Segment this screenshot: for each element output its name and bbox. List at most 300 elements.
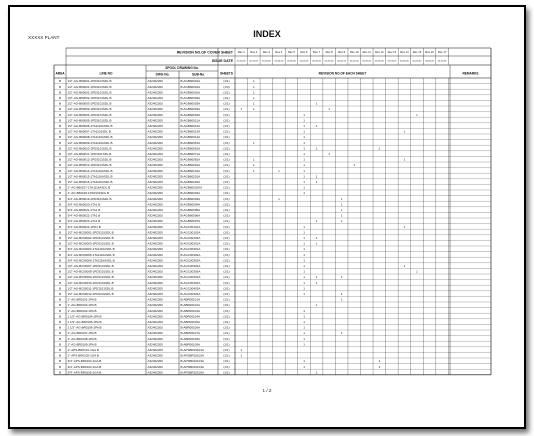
cell-sheets: (1/1) [223,202,230,207]
cell-dwg-no: A32402200 [147,236,163,240]
cell-sheets: (1/1) [223,303,230,308]
cell-revision-mark: 1 [303,292,305,296]
cell-revision-mark: 1 [303,359,305,364]
cell-sheets: (1/1) [223,370,230,375]
cell-sub-no: B-AGB60201A [180,174,201,179]
cell-sub-no: B-AGB60002A [180,96,201,100]
cell-area: B [58,152,62,156]
cell-revision-mark: 1 [303,308,305,313]
cell-revision-mark: 1 [303,325,305,330]
cell-line-no: 3/4"-APS-BR0103-1GA B [67,359,102,364]
cell-sheets: (1/1) [223,135,230,140]
cell-sheets: (1/1) [223,230,230,235]
cell-sub-no: B-AGB60003A [180,107,201,112]
cell-area: B [58,258,62,263]
cell-sub-no: B-AGB60001A [180,79,201,84]
cell-sheets: (1/1) [223,163,230,168]
cell-sheets: (1/1) [223,241,230,246]
cell-area: B [58,353,62,358]
revision-cover-label: REVISION NO.OF COVER SHEET [176,50,233,55]
cell-sub-no: B-AGB60007A [180,219,201,224]
cell-sub-no: B-AGB60051A [180,140,201,145]
cell-area: B [58,101,62,106]
issue-date-value: 00-00-00 [312,60,321,63]
cell-revision-mark: 1 [303,280,305,285]
cell-revision-mark: 1 [252,157,255,162]
cell-sheets: (1/1) [223,353,230,358]
cell-sheets: (1/1) [223,180,230,184]
revision-label: Rev 16 [425,51,434,55]
cell-area: B [58,308,62,313]
cell-revision-mark: 1 [303,118,305,123]
cell-area: B [58,286,62,291]
cell-area: B [58,208,62,212]
cell-revision-mark: 1 [252,84,255,89]
cell-line-no: 1/2"-AG-B60004-1PD3101SDL B [67,112,112,117]
cell-dwg-no: A32402200 [147,84,163,89]
cell-revision-mark: 1 [340,331,343,336]
cell-area: B [58,230,62,235]
cell-area: B [58,325,62,330]
cell-revision-mark: 1 [303,112,305,117]
cell-revision-mark: 1 [315,219,318,224]
cell-area: B [58,180,62,184]
cell-line-no: 1"-AG-B60018-1PD3101SDL B [67,191,109,196]
cell-sheets: (1/1) [223,191,230,196]
issue-date-value: 00-00-00 [249,60,259,63]
cell-line-no: 1/2"-AG-B60015-1TA1116ASDL B [67,174,113,179]
cell-line-no: 1 1/2"-AG-BR0106-1PA B [67,325,102,330]
cell-line-no: 1/2"-AG-B60016-1TA1116ASDL B [67,180,113,184]
issue-date-value: 00-00-00 [400,60,409,63]
cell-sub-no: B-ABR00101A [180,297,201,302]
cell-revision-mark: 1 [340,292,343,296]
cell-revision-mark: 1 [315,101,318,106]
cell-sub-no: B-ABR00109A [180,342,201,347]
cell-area: B [58,157,62,162]
cell-line-no: 1"-AG-BR0109-1PA B [67,342,97,347]
cell-revision-mark: 1 [303,247,305,252]
issue-date-value: 00-00-00 [437,60,447,63]
cell-line-no: 3/4"-AG-B60019-1PD3101SDL B [67,196,112,201]
cell-line-no: 1"-AG-BR0107-1PA B [67,331,97,336]
cell-sub-no: B-APSBR10105A [180,370,205,375]
cell-line-no: 3/4"-AG-BC00005-1TA1116ASDL B [67,252,115,257]
cell-sheets: (1/1) [223,168,230,173]
column-header-sheets: SHEETS [220,71,233,76]
cell-dwg-no: A32402200 [147,213,163,218]
cell-dwg-no: A32402200 [147,241,163,246]
cell-revision-mark: 1 [252,107,255,112]
cell-revision-mark: 1 [303,157,305,162]
cell-sub-no: B-AGB60004A [180,202,201,207]
cell-sub-no: B-APSBR10102A [180,353,205,358]
cell-sub-no: B-AGB60013A [180,129,201,134]
cell-revision-mark: 1 [303,236,305,240]
cell-revision-mark: 1 [315,303,318,308]
cell-line-no: 1/2"-AG-B60009-1TA1116ASDL B [67,140,113,145]
cell-revision-mark: 1 [303,124,305,128]
cell-line-no: 1/2"-AG-B60014-1TA1116ASDL B [67,168,113,173]
cell-sub-no: B-AGB60001A [180,84,201,89]
cell-line-no: 3/4"-AG-BC00006-1TA1116ASDL B [67,258,115,263]
cell-area: B [58,213,62,218]
cell-revision-mark: 1 [303,185,305,190]
cell-sub-no: B-AGB60061A [180,146,201,151]
cell-dwg-no: A32402200 [147,348,163,352]
cell-sub-no: B-AGC00403A [180,286,201,291]
cell-dwg-no: A32402200 [147,96,163,100]
cell-area: B [58,269,62,274]
cell-revision-mark: 1 [340,196,343,201]
cell-revision-mark: 1 [303,146,305,151]
cell-revision-mark: 1 [252,101,255,106]
cell-sub-no: B-AGB60091A [180,163,201,168]
cell-area: B [58,107,62,112]
cell-line-no: 1/2"-AG-B60001-1PD3101SDL B [67,84,112,89]
cell-area: B [58,348,62,352]
cell-revision-mark: 1 [303,152,305,156]
issue-date-value: 00-00-00 [425,60,434,63]
cell-line-no: 3/4"-AG-B60022-1TA1 B [67,213,101,218]
issue-date-value: 00-00-00 [337,60,347,63]
cell-revision-mark: 1 [303,168,305,173]
cell-line-no: 1/2"-AG-BC00010-1PD3101SDL B [67,280,114,285]
revision-label: Rev 17 [437,51,447,55]
cell-sub-no: B-AGB60202A [180,180,201,184]
cell-area: B [58,264,62,268]
revision-label: Rev 2 [250,51,258,55]
cell-revision-mark: 1 [315,124,318,128]
cell-sheets: (1/3) [223,84,230,89]
cell-line-no: 1/2"-AG-B60012-1PD3101SDL B [67,157,112,162]
cell-sub-no: B-ABR00102A [180,303,201,308]
cell-revision-mark: 1 [353,163,356,168]
cell-area: B [58,202,62,207]
cell-line-no: 1/2"-AG-BC00002-1PD3101SDL B [67,236,114,240]
cell-dwg-no: A32402200 [147,191,163,196]
revision-label: Rev 14 [400,51,409,55]
cell-revision-mark: 1 [340,275,343,280]
cell-line-no: 1"-APS-BR0101-1GA B [67,348,99,352]
cell-area: B [58,140,62,145]
issue-date-value: 00-00-00 [412,60,422,63]
cell-sub-no: B-AGB60101A [180,168,201,173]
cell-area: B [58,314,62,319]
cell-area: B [58,297,62,302]
cell-area: B [58,96,62,100]
cell-dwg-no: A32402200 [147,320,163,324]
cell-area: B [58,280,62,285]
cell-sheets: (1/1) [223,224,230,229]
cell-dwg-no: A32402200 [147,224,163,229]
cell-area: B [58,174,62,179]
cell-dwg-no: A32402200 [147,196,163,201]
cell-sub-no: B-AGB60006A [180,213,201,218]
cell-dwg-no: A32402200 [147,124,163,128]
cell-revision-mark: 1 [303,264,305,268]
cell-sheets: (1/1) [223,118,230,123]
cell-dwg-no: A32402200 [147,219,163,224]
cell-sheets: (1/1) [223,101,230,106]
cell-dwg-no: A32402200 [147,101,163,106]
cell-revision-mark: 1 [403,224,406,229]
cell-sheets: (1/1) [223,129,230,134]
cell-sheets: (1/1) [223,219,230,224]
cell-revision-mark: 1 [303,286,305,291]
cell-dwg-no: A32402200 [147,370,163,375]
cell-area: B [58,370,62,375]
cell-dwg-no: A32402200 [147,90,163,95]
cell-revision-mark: 1 [303,140,305,145]
cell-area: B [58,168,62,173]
cell-dwg-no: A32402200 [147,269,163,274]
cell-dwg-no: A32402200 [147,230,163,235]
cell-sheets: (1/1) [223,140,230,145]
cell-line-no: 3/4"-APS-BR0104-1GA B [67,364,102,369]
cell-line-no: 1/2"-AG-BC00011-1PD3101SDL B [67,286,114,291]
cell-dwg-no: A32402200 [147,185,163,190]
plant-name: XXXXX PLANT [28,35,60,40]
cell-revision-mark: 1 [328,152,330,156]
cell-revision-mark: 1 [252,90,255,95]
cell-dwg-no: A32402200 [147,342,163,347]
cell-dwg-no: A32402200 [147,146,163,151]
cell-line-no: 1"-AG-BR0102-1PA B [67,303,97,308]
cell-line-no: 1/2"-AG-B60005-1PD3101SDL B [67,118,112,123]
cell-line-no: 1"-APS-BR0102-1GA B [67,353,99,358]
revision-label: Rev 5 [287,51,295,55]
cell-dwg-no: A32402200 [147,359,163,364]
cell-line-no: 1/2"-AG-B60003-1PD3101SDL B [67,107,112,112]
cell-revision-mark: 1 [315,275,318,280]
cell-dwg-no: A32402200 [147,202,163,207]
issue-date-value: 00-00-00 [387,60,397,63]
cell-line-no: 3/4"-AG-BC00004-1TA1116ASDL B [67,247,115,252]
cell-sub-no: B-AGB60003A [180,196,201,201]
issue-date-value: 00-00-00 [236,60,246,63]
cell-revision-mark: 1 [303,191,305,196]
cell-sub-no: B-AGB60002A [180,191,201,196]
cell-dwg-no: A32402200 [147,129,163,134]
cell-line-no: 3/4"-AG-B60024-1PD1 B [67,224,101,229]
column-header-area: AREA [55,71,65,76]
revision-label: Rev 15 [412,51,422,55]
cell-area: B [58,124,62,128]
column-header-dwg-no: DWG No. [155,72,170,77]
cell-sub-no: B-APSBR10103A [180,359,205,364]
cell-sub-no: B-AGC00201A [180,241,201,246]
cell-sheets: (1/1) [223,252,230,257]
cell-line-no: 3/4"-AG-B60021-1TA1 B [67,208,101,212]
cell-line-no: 1"-AG-BR0101-1PA B [67,297,97,302]
cell-revision-mark: 1 [315,174,318,179]
cell-sheets: (1/1) [223,196,230,201]
cell-line-no: 1 1/2"-AG-BR0104-1PA B [67,314,102,319]
cell-sub-no: B-ABR00107A [180,331,201,336]
cell-line-no: 1/2"-AG-BC00001-1PD3101SDL B [67,230,114,235]
cell-line-no: 1/2"-AG-B60011-1PD3101SDL B [67,152,112,156]
cell-sheets: (1/1) [223,292,230,296]
cell-sub-no: B-AGC00301A [180,247,201,252]
cell-sub-no: B-AGC00401A [180,275,201,280]
cell-sheets: (1/1) [223,348,230,352]
cell-sub-no: B-AGB60014A [180,135,201,140]
cell-sheets: (1/1) [223,146,230,151]
cell-sheets: (1/1) [223,247,230,252]
cell-sheets: (1/1) [223,269,230,274]
issue-date-value: 00-00-00 [324,60,334,63]
cell-revision-mark: 1 [278,196,280,201]
page-number: 1 / 2 [262,388,272,393]
cell-line-no: 1"-AG-B60017-1TA1116ASDL B [67,185,110,190]
cell-sub-no: B-AGC00101A [180,224,201,229]
cell-revision-mark: 1 [340,202,343,207]
revision-label: Rev 7 [313,51,321,55]
issue-date-value: 00-00-00 [349,60,359,63]
issue-date-value: 00-00-00 [274,60,284,63]
cell-area: B [58,191,62,196]
cell-revision-mark: 1 [328,107,330,112]
cell-sheets: (1/1) [223,320,230,324]
cell-revision-mark: 1 [378,359,381,364]
cell-revision-mark: 1 [303,241,305,246]
cell-dwg-no: A32402200 [147,275,163,280]
cell-area: B [58,247,62,252]
cell-revision-mark: 1 [252,168,255,173]
issue-date-value: 00-00-00 [362,60,372,63]
issue-date-value: 00-00-00 [287,60,296,63]
cell-revision-mark: 1 [303,258,305,263]
cell-dwg-no: A32402200 [147,152,163,156]
cell-dwg-no: A32402200 [147,252,163,257]
cell-sheets: (1/1) [223,124,230,128]
page-title: INDEX [253,29,281,39]
cell-sheets: (1/1) [223,336,230,341]
cell-area: B [58,79,62,84]
cell-dwg-no: A32402200 [147,297,163,302]
cell-sheets: (1/1) [223,364,230,369]
cell-sub-no: B-AGC00402A [180,280,201,285]
cell-dwg-no: A32402200 [147,336,163,341]
cell-line-no: 1/2"-AG-B60001-1PD3101SDL B [67,90,112,95]
cell-sheets: (1/1) [223,275,230,280]
cell-area: B [58,292,62,296]
cell-sub-no: B-AGB60012A [180,124,201,128]
cell-line-no: 1/2"-AG-B60002-1PD3101SDL B [67,96,112,100]
revision-label: Rev 1 [237,51,245,55]
cell-dwg-no: A32402200 [147,314,163,319]
cell-area: B [58,84,62,89]
cell-line-no: 1/2"-AG-BC00012-1PD3101SDL B [67,292,114,296]
cell-revision-mark: 1 [403,129,406,134]
cell-area: B [58,129,62,134]
cell-line-no: 1/2"-AG-BC00009-1PD3101SDL B [67,275,114,280]
cell-dwg-no: A32402200 [147,140,163,145]
cell-sheets: (1/1) [223,331,230,336]
spool-drawing-label: SPOOL DRAWING No. [165,66,199,71]
cell-sub-no: B-AGC00304A [180,264,201,268]
cell-dwg-no: A32402200 [147,258,163,263]
cell-area: B [58,241,62,246]
cell-revision-mark: 1 [240,107,243,112]
cell-line-no: 3/4"-AG-B60023-1TA1 B [67,219,101,224]
cell-revision-mark: 1 [315,241,318,246]
cell-revision-mark: 1 [303,364,305,369]
cell-sub-no: B-ABR00104A [180,314,201,319]
cell-sheets: (1/1) [223,157,230,162]
cell-revision-mark: 1 [315,280,318,285]
cell-sheets: (1/1) [223,280,230,285]
cell-sub-no: B-AGC00305A [180,269,201,274]
cell-revision-mark: 1 [303,135,305,140]
cell-sheets: (1/1) [223,297,230,302]
cell-dwg-no: A32402200 [147,107,163,112]
cell-revision-mark: 1 [303,314,305,319]
cell-sub-no: B-ABR00106A [180,325,201,330]
cell-revision-mark: 1 [403,264,406,268]
cell-sheets: (1/1) [223,213,230,218]
cell-revision-mark: 1 [252,96,255,100]
cell-sub-no: B-APSBR10104A [180,364,205,369]
cell-sub-no: B-AGB60003A [180,101,201,106]
cell-dwg-no: A32402200 [147,163,163,168]
cell-revision-mark: 1 [252,140,255,145]
revision-label: Rev 9 [338,51,346,55]
cell-sub-no: B-AGB60011A [180,118,200,123]
cell-revision-mark: 1 [315,370,318,375]
cell-line-no: 1/2"-AG-BC00007-1PD3101SDL B [67,264,114,268]
cell-revision-mark: 1 [378,364,381,369]
cell-area: B [58,135,62,140]
revision-label: Rev 3 [262,51,270,55]
cell-area: B [58,364,62,369]
cell-sheets: (1/1) [223,152,230,156]
cell-area: B [58,252,62,257]
cell-dwg-no: A32402200 [147,264,163,268]
cell-dwg-no: A32402200 [147,325,163,330]
cell-revision-mark: 1 [416,269,418,274]
cell-line-no: 1/2"-AG-B60003-1PD3101SDL B [67,101,112,106]
cell-area: B [58,236,62,240]
cell-line-no: 1/2"-AG-B60008-1TA1116ASDL B [67,135,113,140]
cell-dwg-no: A32402200 [147,331,163,336]
cell-sheets: (1/1) [223,258,230,263]
issue-date-value: 00-00-00 [299,60,309,63]
cell-revision-mark: 1 [240,353,243,358]
cell-area: B [58,90,62,95]
cell-dwg-no: A32402200 [147,308,163,313]
cell-line-no: 1/2"-AG-B60013-1PD3101SDL B [67,163,112,168]
cell-revision-mark: 1 [303,129,305,134]
cell-revision-mark: 1 [303,224,305,229]
cell-dwg-no: A32402200 [147,112,163,117]
cell-sheets: (1/1) [223,208,230,212]
cell-sub-no: B-AGC00302A [180,252,201,257]
column-header-remarks: REMARKS [462,71,479,76]
cell-area: B [58,112,62,117]
cell-revision-mark: 1 [303,180,305,184]
cell-area: B [58,118,62,123]
cell-revision-mark: 1 [315,236,318,240]
cell-area: B [58,331,62,336]
cell-area: B [58,342,62,347]
cell-revision-mark: 1 [315,180,318,184]
cell-revision-mark: 1 [303,230,305,235]
cell-sheets: (1/1) [223,359,230,364]
cell-dwg-no: A32402200 [147,208,163,212]
cell-sheets: (1/1) [223,325,230,330]
